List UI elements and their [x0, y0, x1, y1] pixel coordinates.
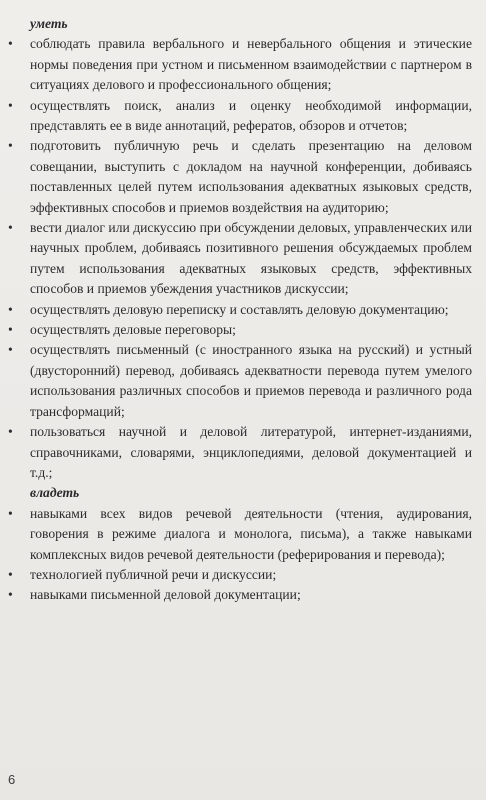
bullet: • [8, 342, 13, 358]
bullet: • [8, 97, 13, 113]
bullet: • [8, 36, 13, 52]
list-item-text: подготовить публичную речь и сделать презентацию на деловом совещании, выступить с докладом на научной конференции, добиваясь поставленных целей путем использования адекватных языковых средств, эффективных способов и приемов воздействия на аудиторию; [30, 138, 472, 215]
section-heading-umet: уметь [30, 16, 68, 31]
skills-list-umet [6, 34, 472, 483]
list-item [6, 136, 472, 218]
section-heading-vladet: владеть [30, 485, 80, 501]
list-item-text: осуществлять письменный (с иностранного языка на русский) и устный (двусторонний) перевод, добиваясь адекватности перевода путем умелого использования различных способов и приемов перевода и различного рода трансформаций; [30, 342, 472, 419]
bullet: • [8, 322, 13, 338]
list-item-text: технологией публичной речи и дискуссии; [30, 566, 277, 582]
page-number: 6 [8, 772, 16, 787]
list-item [6, 96, 472, 137]
bullet: • [8, 587, 13, 603]
bullet: • [8, 424, 13, 440]
list-item-text: навыками всех видов речевой деятельности (чтения, аудирования, говорения в режиме диалога и монолога, письма), а также навыками комплексных видов речевой деятельности (реферирования и перевода); [30, 505, 472, 562]
list-item [6, 340, 472, 422]
list-item [6, 34, 472, 95]
list-item [6, 565, 472, 585]
bullet: • [8, 220, 13, 236]
list-item-text: соблюдать правила вербального и невербального общения и этические нормы поведения при устном и письменном взаимодействии с партнером в ситуациях делового и профессионального общения; [30, 36, 472, 93]
page-content [6, 14, 472, 606]
list-item [6, 300, 472, 320]
bullet: • [8, 505, 13, 521]
skills-list-vladet [6, 504, 472, 606]
list-item [6, 585, 472, 605]
list-item [6, 504, 472, 565]
list-item [6, 218, 472, 300]
bullet: • [8, 138, 13, 154]
bullet: • [8, 566, 13, 582]
list-item-text: навыками письменной деловой документации; [30, 587, 301, 603]
list-item-text: вести диалог или дискуссию при обсуждении деловых, управленческих или научных проблем, добиваясь позитивного решения обсуждаемых проблем путем использования адекватных языковых средств, эффективных способов и приемов убеждения участников дискуссии; [30, 220, 472, 297]
list-item-text: осуществлять деловые переговоры; [30, 322, 236, 338]
list-item [6, 320, 472, 340]
list-item-text: осуществлять поиск, анализ и оценку необходимой информации, представлять ее в виде аннотаций, рефератов, обзоров и отчетов; [30, 97, 472, 134]
list-item [6, 422, 472, 483]
list-item-text: пользоваться научной и деловой литературой, интернет-изданиями, справочниками, словарями, энциклопедиями, деловой документацией и т.д.; [30, 424, 472, 480]
bullet: • [8, 301, 13, 317]
list-item-text: осуществлять деловую переписку и составлять деловую документацию; [30, 301, 449, 317]
